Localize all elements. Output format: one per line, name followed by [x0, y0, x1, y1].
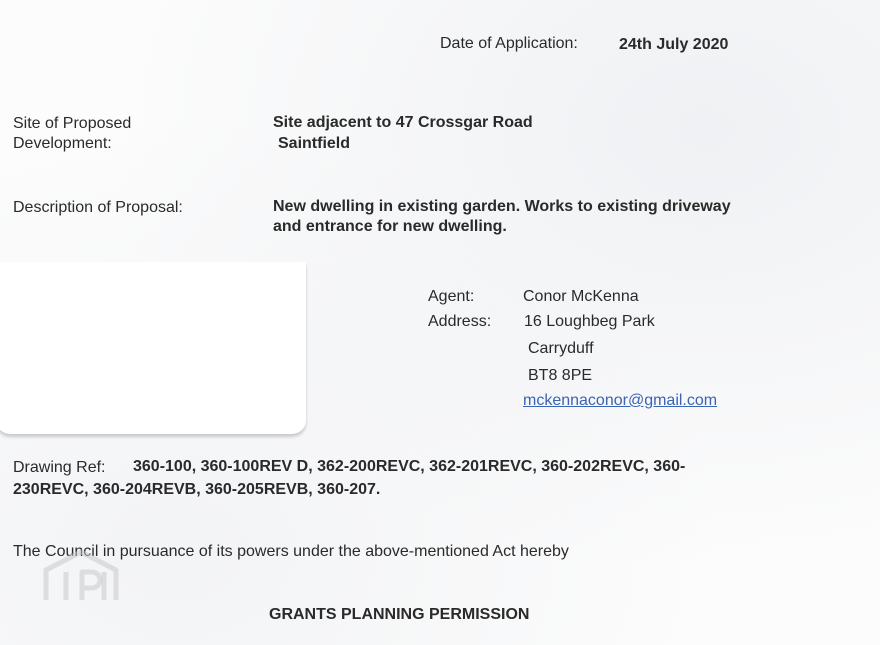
- address-line-3: BT8 8PE: [528, 367, 593, 384]
- decision-heading: GRANTS PLANNING PERMISSION: [269, 606, 530, 623]
- property-pal-logo-icon: [40, 548, 122, 604]
- site-value-line1: Site adjacent to 47 Crossgar Road: [273, 114, 533, 131]
- proposal-value-line2: and entrance for new dwelling.: [273, 218, 507, 235]
- drawing-value-line1: 360-100, 360-100REV D, 362-200REVC, 362-201REVC, 360-202REVC, 360-: [133, 458, 686, 475]
- date-value: 24th July 2020: [619, 36, 729, 53]
- agent-label: Agent:: [428, 288, 475, 305]
- proposal-value-line1: New dwelling in existing garden. Works to existing driveway: [273, 198, 731, 215]
- drawing-label: Drawing Ref:: [13, 459, 106, 476]
- address-label: Address:: [428, 313, 492, 330]
- site-value-line2: Saintfield: [278, 135, 351, 152]
- drawing-value-line2: 230REVC, 360-204REVB, 360-205REVB, 360-207.: [13, 481, 381, 498]
- date-label: Date of Application:: [440, 35, 578, 52]
- address-line-2: Carryduff: [528, 340, 594, 357]
- overlay-card: [0, 262, 306, 434]
- council-text: The Council in pursuance of its powers under the above-mentioned Act hereby: [13, 543, 569, 560]
- proposal-label: Description of Proposal:: [13, 199, 183, 216]
- site-label-line2: Development:: [13, 135, 112, 152]
- agent-name: Conor McKenna: [523, 288, 639, 305]
- site-label-line1: Site of Proposed: [13, 115, 132, 132]
- address-line-1: 16 Loughbeg Park: [524, 313, 655, 330]
- agent-email-link[interactable]: mckennaconor@gmail.com: [523, 392, 718, 409]
